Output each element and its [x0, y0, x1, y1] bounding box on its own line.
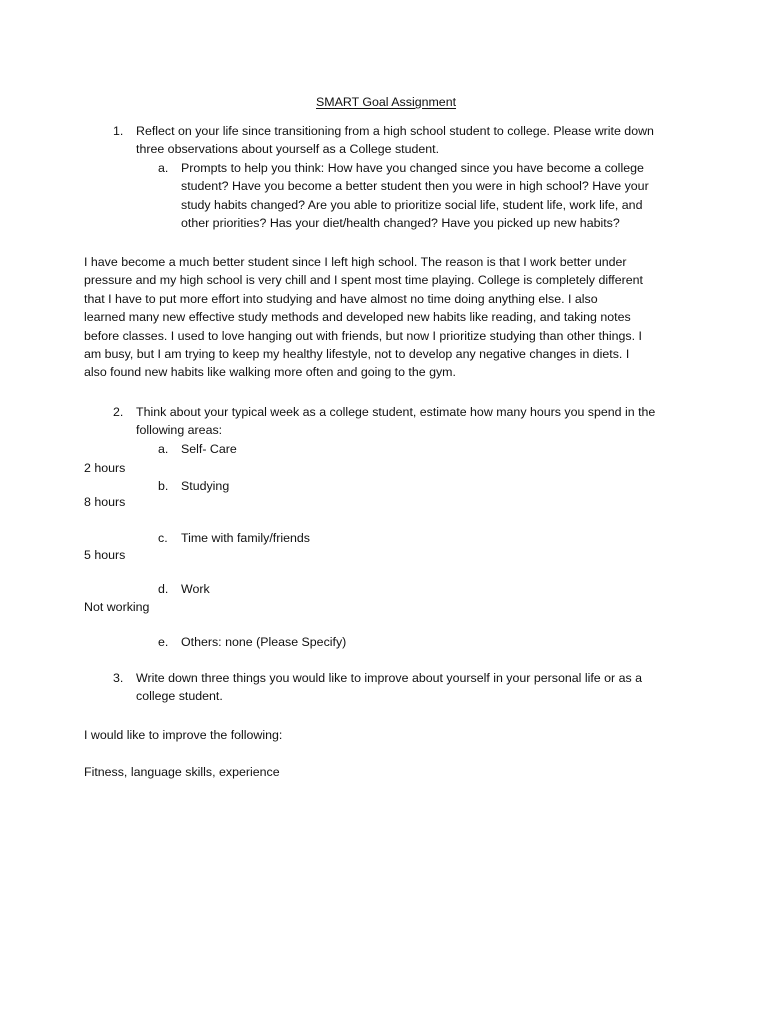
question-2a-label: Self- Care — [181, 442, 237, 456]
answer-1-line: also found new habits like walking more often and going to the gym. — [84, 365, 456, 380]
answer-2b: 8 hours — [84, 495, 126, 509]
question-1-number: 1. — [113, 124, 124, 138]
question-1a-line: Prompts to help you think: How have you changed since you have become a college — [181, 161, 644, 175]
question-2b-letter: b. — [158, 479, 169, 493]
answer-1-line: am busy, but I am trying to keep my healthy lifestyle, not to develop any negative changes in diets. I — [84, 347, 630, 362]
answer-3-intro: I would like to improve the following: — [84, 728, 283, 742]
question-1a-line: study habits changed? Are you able to prioritize social life, student life, work life, and — [181, 197, 643, 212]
answer-2a: 2 hours — [84, 461, 126, 475]
question-2c-letter: c. — [158, 531, 168, 545]
question-3-text — [136, 669, 642, 706]
question-2b-label: Studying — [181, 479, 230, 493]
page-title: SMART Goal Assignment — [316, 95, 457, 109]
question-2-line: Think about your typical week as a college student, estimate how many hours you spend in the — [136, 405, 656, 419]
answer-1-line: that I have to put more effort into studying and have almost no time doing anything else. I also — [84, 291, 598, 306]
question-3-number: 3. — [113, 671, 124, 685]
question-2d-label: Work — [181, 582, 210, 596]
question-2a-letter: a. — [158, 442, 169, 456]
answer-3-list: Fitness, language skills, experience — [84, 765, 280, 779]
question-3-line: college student. — [136, 689, 223, 704]
answer-1-line: learned many new effective study methods and developed new habits like reading, and taking notes — [84, 310, 631, 325]
question-2e-label: Others: none (Please Specify) — [181, 635, 347, 649]
answer-1-line: I have become a much better student since I left high school. The reason is that I work better under — [84, 255, 627, 269]
question-2e-letter: e. — [158, 635, 169, 649]
question-1a-line: student? Have you become a better student then you were in high school? Have your — [181, 179, 649, 194]
answer-1-paragraph — [84, 253, 643, 382]
answer-1-line: pressure and my high school is very chill and I spent most time playing. College is completely different — [84, 273, 643, 288]
answer-2d: Not working — [84, 600, 150, 614]
answer-1-line: before classes. I used to love hanging out with friends, but now I prioritize studying than other things. I — [84, 328, 642, 343]
question-1-line: Reflect on your life since transitioning from a high school student to college. Please write down — [136, 124, 654, 138]
question-2d-letter: d. — [158, 582, 169, 596]
question-2c-label: Time with family/friends — [181, 531, 310, 545]
question-2-number: 2. — [113, 405, 124, 419]
question-1-text — [136, 122, 654, 159]
question-1a-line: other priorities? Has your diet/health changed? Have you picked up new habits? — [181, 216, 620, 231]
question-2-text — [136, 403, 655, 440]
answer-2c: 5 hours — [84, 548, 126, 562]
question-2-line: following areas: — [136, 423, 223, 438]
question-1-line: three observations about yourself as a College student. — [136, 142, 440, 157]
question-1a-letter: a. — [158, 161, 169, 175]
question-1a-text — [181, 159, 649, 233]
question-3-line: Write down three things you would like to improve about yourself in your personal life or as a — [136, 671, 642, 685]
